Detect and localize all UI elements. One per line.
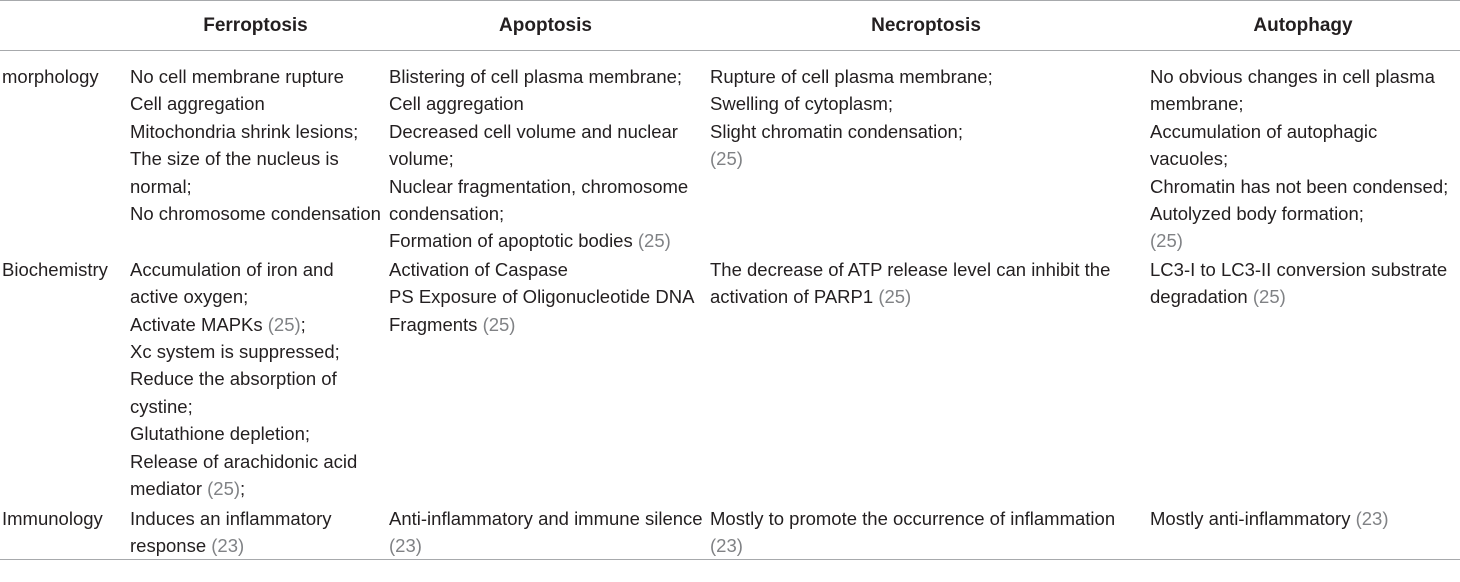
- reference-citation: (25): [482, 313, 516, 335]
- cell-line-text: Decreased cell volume and nuclear volume;: [389, 120, 678, 170]
- cell-line: [130, 338, 383, 365]
- cell-line: [130, 256, 383, 311]
- cell-line-text: Nuclear fragmentation, chromosome condensation;: [389, 175, 689, 225]
- cell-line-text: Slight chromatin condensation;: [710, 120, 963, 142]
- header-ferroptosis: Ferroptosis: [126, 1, 385, 51]
- table-row-morphology: [0, 51, 1460, 255]
- cell-line: [130, 365, 383, 420]
- cell-line-text: Accumulation of autophagic vacuoles;: [1150, 120, 1378, 170]
- row-label-immunology: Immunology: [0, 503, 126, 560]
- reference-citation: (25): [207, 478, 241, 500]
- cell-line-text: Anti-inflammatory and immune silence: [389, 507, 703, 529]
- cell-line-text: Chromatin has not been condensed;: [1150, 175, 1449, 197]
- cell-line: [130, 90, 383, 117]
- cell-line: [389, 283, 704, 338]
- cell-morphology-apoptosis: [385, 51, 706, 255]
- cell-line-text: No cell membrane rupture: [130, 66, 344, 87]
- cell-line: [130, 63, 383, 90]
- cell-line-text: Rupture of cell plasma membrane;: [710, 66, 993, 87]
- cell-line-text: Activate MAPKs: [130, 313, 268, 335]
- cell-line-text: Accumulation of iron and active oxygen;: [130, 258, 334, 308]
- reference-citation: (23): [1355, 507, 1389, 529]
- cell-line: [130, 448, 383, 503]
- cell-line: [710, 90, 1144, 117]
- table-row-biochemistry: [0, 255, 1460, 503]
- cell-morphology-ferroptosis: [126, 51, 385, 255]
- reference-citation: (23): [211, 534, 245, 556]
- reference-citation: (23): [389, 534, 422, 556]
- cell-line: [389, 505, 704, 560]
- cell-line-text: Formation of apoptotic bodies: [389, 230, 638, 252]
- row-label-morphology: morphology: [2, 66, 99, 87]
- header-row: [0, 1, 1460, 51]
- cell-line: [710, 145, 1144, 172]
- cell-line: [389, 173, 704, 228]
- cell-line-suffix: ;: [300, 313, 306, 335]
- table-body: [0, 51, 1460, 560]
- cell-line-text: Swelling of cytoplasm;: [710, 93, 894, 115]
- cell-line: [710, 118, 1144, 145]
- reference-citation: (25): [878, 286, 912, 308]
- cell-line-text: LC3-I to LC3-II conversion substrate degradation: [1150, 258, 1448, 308]
- cell-line: [1150, 200, 1458, 227]
- cell-line: [130, 145, 383, 200]
- cell-line-text: Activation of Caspase: [389, 258, 568, 280]
- cell-immunology-apoptosis: [385, 503, 706, 560]
- cell-line: [1150, 118, 1458, 173]
- header-blank: [0, 1, 126, 51]
- cell-line-text: PS Exposure of Oligonucleotide DNA Fragments: [389, 286, 694, 335]
- cell-line-text: Mitochondria shrink lesions;: [130, 120, 359, 142]
- cell-morphology-autophagy: [1146, 51, 1460, 255]
- cell-line-text: The size of the nucleus is normal;: [130, 148, 339, 197]
- cell-immunology-autophagy: [1146, 503, 1460, 560]
- cell-line-text: Cell aggregation: [389, 93, 524, 115]
- cell-line-text: The decrease of ATP release level can inhibit the activation of PARP1: [710, 258, 1111, 308]
- cell-line: [710, 256, 1144, 311]
- row-label-biochemistry: Biochemistry: [2, 258, 108, 280]
- table-row-immunology: [0, 503, 1460, 560]
- cell-biochemistry-autophagy: [1146, 255, 1460, 503]
- cell-biochemistry-necroptosis: [706, 255, 1146, 503]
- cell-line-text: Mostly anti-inflammatory: [1150, 507, 1356, 529]
- header-necroptosis: Necroptosis: [706, 1, 1146, 51]
- cell-line: [1150, 63, 1458, 118]
- cell-line: [1150, 173, 1458, 200]
- cell-line: [710, 63, 1144, 90]
- header-apoptosis: Apoptosis: [385, 1, 706, 51]
- cell-line: [130, 505, 383, 560]
- cell-line: [130, 200, 383, 227]
- cell-line-text: Xc system is suppressed;: [130, 341, 340, 363]
- cell-line: [389, 256, 704, 283]
- cell-line-text: Mostly to promote the occurrence of inflammation: [710, 507, 1116, 529]
- cell-line: [389, 63, 704, 90]
- cell-line: [710, 505, 1144, 560]
- cell-line-text: Glutathione depletion;: [130, 423, 310, 445]
- cell-line-text: Reduce the absorption of cystine;: [130, 368, 337, 417]
- cell-line-suffix: ;: [240, 478, 246, 500]
- cell-line-text: Autolyzed body formation;: [1150, 203, 1364, 225]
- cell-line-text: No obvious changes in cell plasma membrane;: [1150, 66, 1435, 115]
- table-header: [0, 1, 1460, 51]
- cell-morphology-necroptosis: [706, 51, 1146, 255]
- reference-citation: (25): [710, 148, 743, 170]
- reference-citation: (25): [637, 230, 671, 252]
- cell-immunology-ferroptosis: [126, 503, 385, 560]
- cell-line: [130, 420, 383, 447]
- cell-line: [389, 118, 704, 173]
- cell-line: [1150, 227, 1458, 254]
- cell-immunology-necroptosis: [706, 503, 1146, 560]
- cell-biochemistry-ferroptosis: [126, 255, 385, 503]
- header-autophagy: Autophagy: [1146, 1, 1460, 51]
- reference-citation: (25): [1252, 286, 1286, 308]
- reference-citation: (25): [1150, 230, 1183, 252]
- cell-biochemistry-apoptosis: [385, 255, 706, 503]
- reference-citation: (25): [267, 313, 301, 335]
- cell-line-text: No chromosome condensation: [130, 203, 381, 225]
- cell-line-text: Cell aggregation: [130, 93, 265, 115]
- cell-line: [1150, 505, 1458, 532]
- reference-citation: (23): [710, 534, 743, 556]
- cell-line: [130, 118, 383, 145]
- cell-line-text: Blistering of cell plasma membrane;: [389, 66, 683, 87]
- cell-line: [1150, 256, 1458, 311]
- cell-line: [389, 227, 704, 254]
- cell-line: [130, 311, 383, 338]
- cell-line-text: Induces an inflammatory response: [130, 507, 332, 556]
- cell-line: [389, 90, 704, 117]
- cell-line-text: Release of arachidonic acid mediator: [130, 450, 358, 500]
